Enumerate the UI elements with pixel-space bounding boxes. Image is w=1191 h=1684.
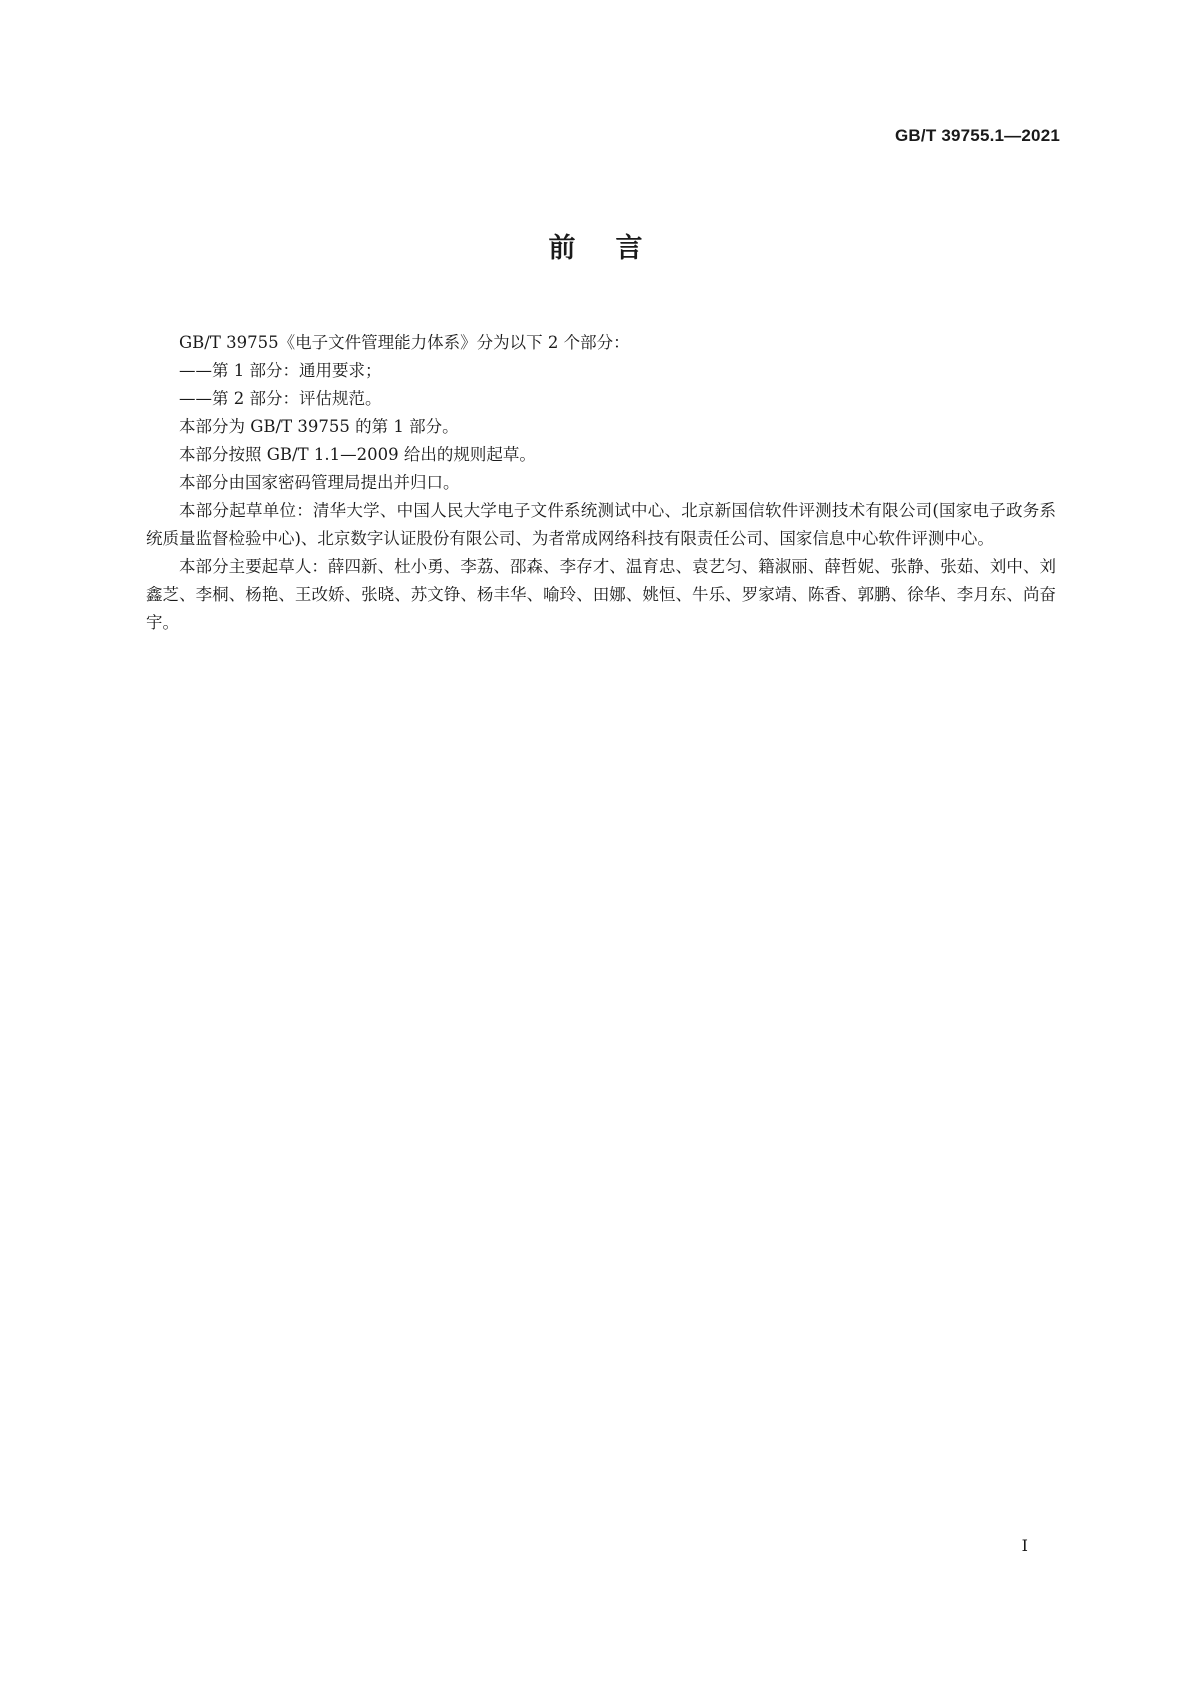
- paragraph-this-part: 本部分为 GB/T 39755 的第 1 部分。: [179, 417, 459, 436]
- paragraph-proposer: 本部分由国家密码管理局提出并归口。: [179, 473, 460, 492]
- page-title: 前言: [548, 233, 683, 264]
- paragraph-part-2: ——第 2 部分：评估规范。: [179, 389, 382, 408]
- paragraph-parts-intro: GB/T 39755《电子文件管理能力体系》分为以下 2 个部分：: [179, 333, 630, 352]
- page-number: I: [1021, 1536, 1028, 1555]
- standard-number: GB/T 39755.1—2021: [895, 126, 1060, 145]
- paragraph-drafters: 本部分主要起草人：薛四新、杜小勇、李荔、邵森、李存才、温育忠、袁艺匀、籍淑丽、薛哲妮、张静、张茹、刘中、刘鑫芝、李桐、杨艳、王改娇、张晓、苏文铮、杨丰华、喻玲、田娜、姚恒、牛乐、罗家靖、陈香、郭鹏、徐华、李月东、尚奋宇。: [146, 557, 1056, 632]
- paragraph-drafting-rules: 本部分按照 GB/T 1.1—2009 给出的规则起草。: [179, 445, 536, 464]
- foreword-body: [146, 329, 1056, 637]
- paragraph-part-1: ——第 1 部分：通用要求；: [179, 361, 382, 380]
- paragraph-drafting-units: 本部分起草单位：清华大学、中国人民大学电子文件系统测试中心、北京新国信软件评测技术有限公司(国家电子政务系统质量监督检验中心)、北京数字认证股份有限公司、为者常成网络科技有限责任公司、国家信息中心软件评测中心。: [146, 501, 1056, 548]
